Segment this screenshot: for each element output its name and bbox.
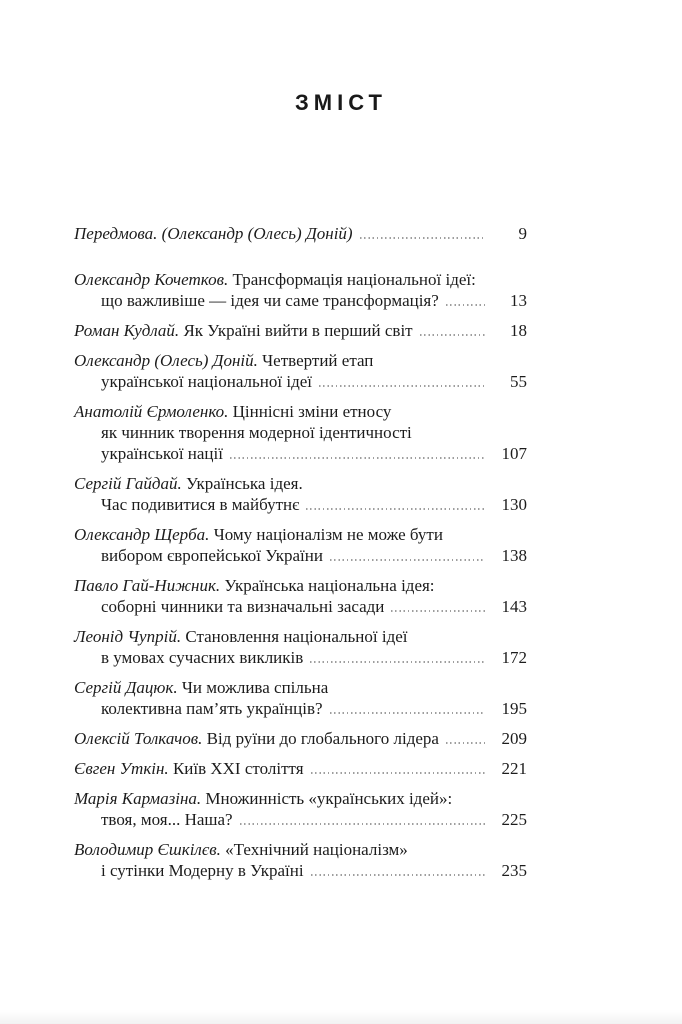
page-number: 9: [518, 224, 527, 243]
dot-leader: [230, 457, 485, 459]
page-number: 221: [501, 759, 527, 778]
toc-entry-author: Передмова. (Олександр (Олесь) Доній): [74, 224, 353, 243]
toc-entry-line: [74, 677, 527, 698]
toc-entry-text: [74, 524, 443, 545]
toc-entry: [74, 788, 527, 830]
toc-entry-title: Чи можлива спільна: [177, 678, 329, 697]
toc-entry-text: [101, 860, 304, 881]
page-title: ЗМІСТ: [295, 90, 387, 115]
toc-entry-text: [74, 575, 435, 596]
toc-entry-title: Трансформація національної ідеї:: [228, 270, 476, 289]
toc-entry-line: [74, 350, 527, 371]
toc-entry-text: [74, 758, 304, 779]
toc-entry-author: Олександр Кочетков.: [74, 270, 229, 289]
page-number: 130: [501, 495, 527, 514]
dot-leader: [306, 508, 485, 510]
toc-entry-line: [74, 223, 527, 244]
toc-entry: [74, 473, 527, 515]
toc-entry-line: [74, 839, 527, 860]
toc-entry-title: Множинність «українських ідей»:: [201, 789, 453, 808]
toc-entry-title: колективна пам’ять українців?: [101, 699, 323, 718]
toc-entry-text: [101, 443, 223, 464]
toc-entry-title: Українська національна ідея:: [220, 576, 435, 595]
page-number: 138: [501, 546, 527, 565]
toc-entry-title: української нації: [101, 444, 223, 463]
toc-entry-text: [74, 473, 303, 494]
toc-entry-text: [74, 401, 391, 422]
toc-entry-text: [74, 677, 328, 698]
page-number: 172: [501, 648, 527, 667]
toc-entry-author: Роман Кудлай.: [74, 321, 180, 340]
toc-entry: [74, 677, 527, 719]
toc-entry-text: [101, 647, 303, 668]
toc-entry-author: Олександр Щерба.: [74, 525, 210, 544]
toc-entry-text: [74, 350, 373, 371]
page-number: 13: [510, 291, 527, 310]
toc-entry: [74, 524, 527, 566]
toc-entry-title: «Технічний націоналізм»: [220, 840, 408, 859]
toc-entry-author: Олексій Толкачов.: [74, 729, 203, 748]
toc-entry-title: що важливіше — ідея чи саме трансформація?: [101, 291, 439, 310]
toc-entry-text: [101, 494, 299, 515]
toc-entry-line: [74, 809, 527, 830]
toc-entry-line: [74, 320, 527, 341]
toc-entry-text: [101, 809, 233, 830]
toc-entry-text: [101, 698, 323, 719]
page-number: 107: [501, 444, 527, 463]
toc-entry: [74, 350, 527, 392]
toc-entry-title: Ціннісні зміни етносу: [228, 402, 392, 421]
toc-entry-line: [74, 494, 527, 515]
toc-entry-text: [74, 788, 452, 809]
page-number: 225: [501, 810, 527, 829]
toc-entry-text: [101, 422, 412, 443]
page-number: 18: [510, 321, 527, 340]
toc-entry-line: [74, 728, 527, 749]
page-number: 143: [501, 597, 527, 616]
toc-entry-text: [101, 371, 312, 392]
toc-entry-title: Від руїни до глобального лідера: [202, 729, 439, 748]
toc-entry-line: [74, 626, 527, 647]
toc-entry-author: Анатолій Єрмоленко.: [74, 402, 229, 421]
toc-entry-text: [101, 545, 323, 566]
toc-entry: [74, 401, 527, 464]
dot-leader: [446, 742, 485, 744]
toc-entry-line: [74, 575, 527, 596]
toc-entry-author: Сергій Дацюк.: [74, 678, 178, 697]
dot-leader: [360, 237, 485, 239]
toc-entry-line: [74, 596, 527, 617]
dot-leader: [310, 661, 485, 663]
toc-entry-line: [74, 647, 527, 668]
toc-entry-title: як чинник творення модерної ідентичності: [101, 423, 412, 442]
toc-entry-author: Володимир Єшкілєв.: [74, 840, 221, 859]
toc-entry-title: Українська ідея.: [181, 474, 303, 493]
page-number: 55: [510, 372, 527, 391]
toc-entry-line: [74, 290, 527, 311]
dot-leader: [391, 610, 485, 612]
dot-leader: [420, 334, 485, 336]
toc-entry-title: Як Україні вийти в перший світ: [179, 321, 413, 340]
toc-entry-line: [74, 758, 527, 779]
toc-entry-line: [74, 401, 527, 422]
dot-leader: [330, 712, 485, 714]
page-number: 195: [501, 699, 527, 718]
toc-entry-title: української національної ідеї: [101, 372, 312, 391]
toc-entry-author: Олександр (Олесь) Доній.: [74, 351, 258, 370]
toc-entry-line: [74, 371, 527, 392]
toc-entry-line: [74, 788, 527, 809]
toc-entry-text: [74, 839, 408, 860]
toc-entry: [74, 269, 527, 311]
toc-entry-text: [101, 290, 439, 311]
dot-leader: [446, 304, 485, 306]
toc-entry-text: [74, 626, 408, 647]
toc-entry-line: [74, 443, 527, 464]
toc-entry-line: [74, 473, 527, 494]
toc-entry-line: [74, 524, 527, 545]
toc-entry-line: [74, 269, 527, 290]
dot-leader: [330, 559, 485, 561]
dot-leader: [311, 874, 485, 876]
toc-entry-title: Час подивитися в майбутнє: [101, 495, 300, 514]
toc-entry-title: Четвертий етап: [257, 351, 374, 370]
toc-entry: [74, 320, 527, 341]
toc-entry-title: соборні чинники та визначальні засади: [101, 597, 385, 616]
toc-entry-author: Павло Гай-Нижник.: [74, 576, 221, 595]
dot-leader: [319, 385, 485, 387]
toc-entry-title: Становлення національної ідеї: [181, 627, 408, 646]
toc-entry-title: Київ XXI століття: [168, 759, 304, 778]
dot-leader: [311, 772, 485, 774]
toc-entry: [74, 626, 527, 668]
toc-entry-line: [74, 422, 527, 443]
toc-entry: [74, 575, 527, 617]
toc-entry-line: [74, 545, 527, 566]
toc-entry-line: [74, 860, 527, 881]
toc-entry-author: Євген Уткін.: [74, 759, 169, 778]
toc-entry-title: вибором європейської України: [101, 546, 323, 565]
toc-entry-author: Марія Кармазіна.: [74, 789, 202, 808]
toc-entry-text: [74, 728, 439, 749]
page-number: 209: [501, 729, 527, 748]
toc-entry-author: Леонід Чупрій.: [74, 627, 182, 646]
toc-list: [74, 223, 527, 881]
page-number: 235: [501, 861, 527, 880]
toc-entry-title: твоя, моя... Наша?: [101, 810, 233, 829]
dot-leader: [240, 823, 485, 825]
toc-entry: [74, 839, 527, 881]
toc-entry: [74, 728, 527, 749]
toc-entry-text: [74, 269, 476, 290]
toc-entry-text: [74, 223, 353, 244]
toc-entry-title: Чому націоналізм не може бути: [209, 525, 443, 544]
toc-entry-author: Сергій Гайдай.: [74, 474, 182, 493]
toc-entry-title: і сутінки Модерну в Україні: [101, 861, 304, 880]
toc-entry-line: [74, 698, 527, 719]
toc-entry-text: [101, 596, 384, 617]
toc-entry-title: в умовах сучасних викликів: [101, 648, 304, 667]
toc-entry: [74, 758, 527, 779]
toc-entry: [74, 223, 527, 244]
toc-entry-text: [74, 320, 413, 341]
